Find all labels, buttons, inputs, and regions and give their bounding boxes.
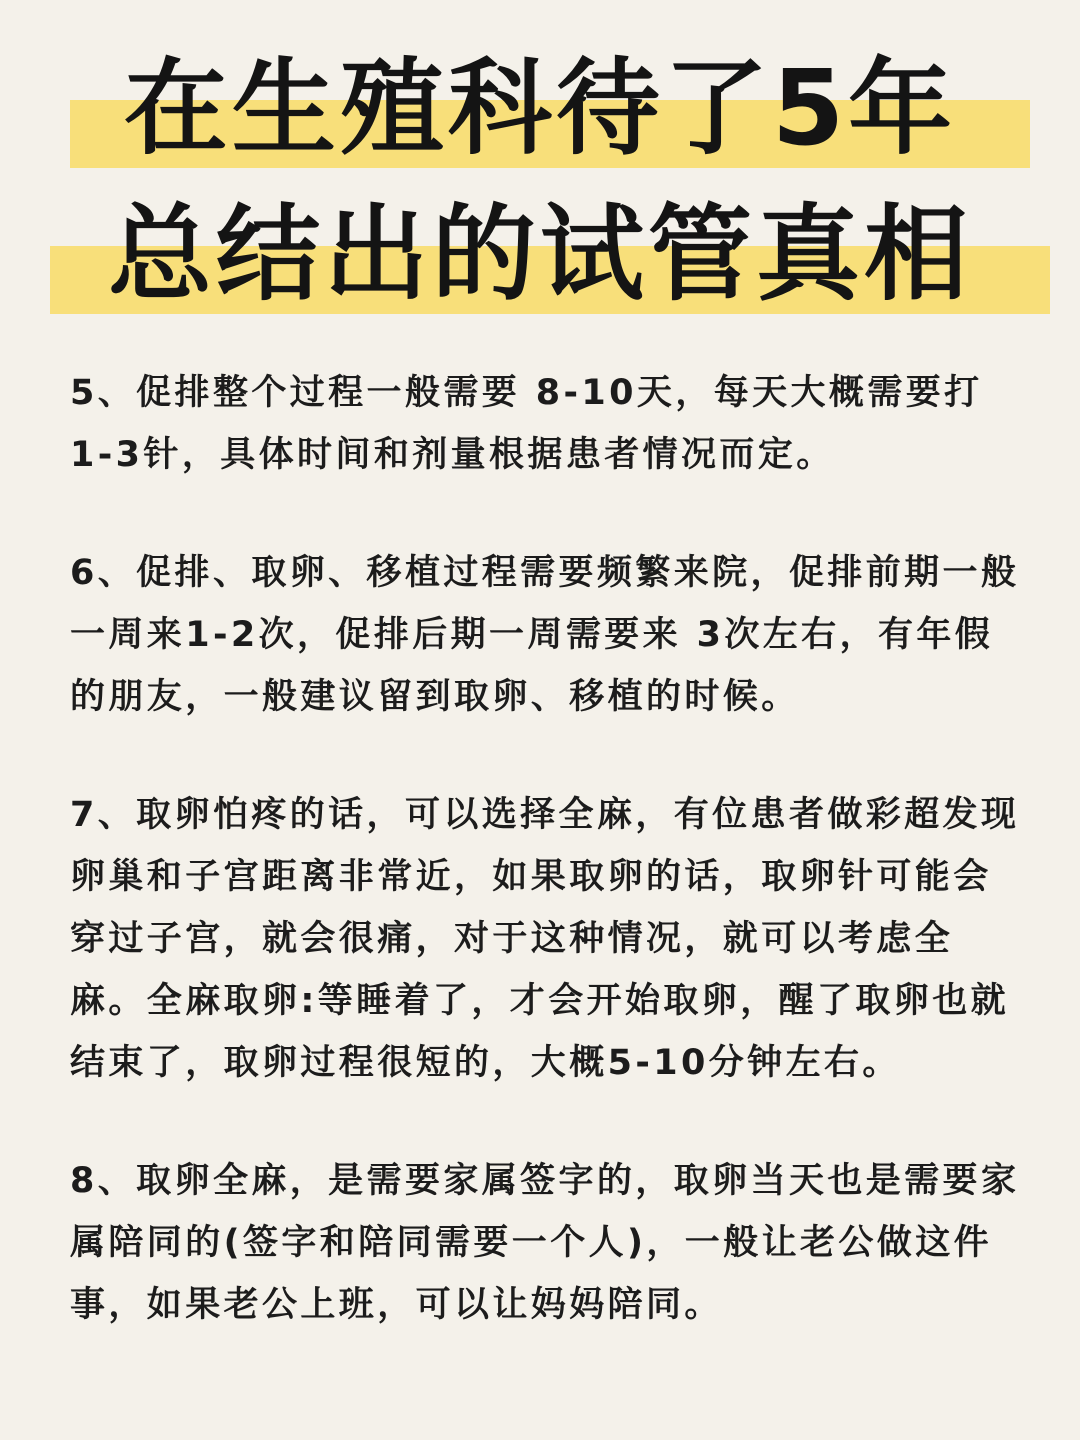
- paragraph-8: 8、取卵全麻，是需要家属签字的，取卵当天也是需要家属陪同的(签字和陪同需要一个人)，一般让老公做这件事，如果老公上班，可以让妈妈陪同。: [70, 1161, 1020, 1325]
- paragraph-7: 7、取卵怕疼的话，可以选择全麻，有位患者做彩超发现卵巢和子宫距离非常近，如果取卵的话，取卵针可能会穿过子宫，就会很痛，对于这种情况，就可以考虑全麻。全麻取卵:等睡着了，才会开始取卵，醒了取卵也就结束了，取卵过程很短的，大概5-10分钟左右。: [70, 795, 1020, 1083]
- title-line-1: [50, 42, 1030, 169]
- paragraph-6: 6、促排、取卵、移植过程需要频繁来院，促排前期一般一周来1-2次，促排后期一周需要来 3次左右，有年假的朋友，一般建议留到取卵、移植的时候。: [70, 553, 1020, 717]
- article-body: [70, 362, 1020, 1392]
- title-line-2: [50, 188, 1030, 315]
- page-title-line-1: 在生殖科待了5年: [123, 47, 957, 169]
- page-title-line-2: 总结出的试管真相: [107, 193, 972, 315]
- paragraph-5: 5、促排整个过程一般需要 8-10天，每天大概需要打1-3针，具体时间和剂量根据患者情况而定。: [70, 373, 983, 475]
